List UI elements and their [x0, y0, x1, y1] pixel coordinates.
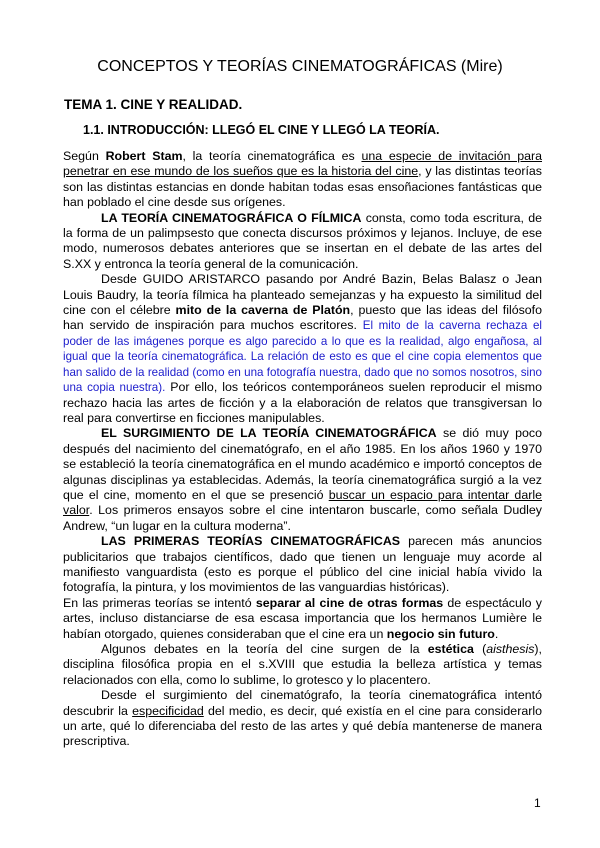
subsection-heading: 1.1. INTRODUCCIÓN: LLEGÓ EL CINE Y LLEGÓ LA TEORÍA.: [83, 123, 440, 137]
bold-text: EL SURGIMIENTO DE LA TEORÍA CINEMATOGRÁFICA: [101, 426, 437, 441]
blue-annotation-text: El mito de la caverna rechaza el poder de las imágenes porque es algo parecido a lo que es la realidad, algo engañosa, al igual que la teoría cinematográfica. La relación de esto es que el cine copia elementos que han salido de la realidad (como en una fotografía nuestra, dado que no somos nosotros, sino una copia nuestra).: [63, 319, 542, 395]
bold-text: separar al cine de otras formas: [255, 595, 444, 610]
bold-text: Robert Stam: [105, 149, 183, 163]
paragraph-stam: Según Robert Stam, la teoría cinematográfica es una especie de invitación para penetrar en ese mundo de los sueños que es la historia del cine, y las distintas teorías son las distintas estancias en donde habitan todas esas ensoñaciones fantásticas que han poblado el cine desde sus orígenes.: [63, 149, 542, 210]
paragraph-aristarco: Desde GUIDO ARISTARCO pasando por André Bazin, Belas Balasz o Jean Louis Baudry, la teoría fílmica ha planteado semejanzas y ha expuesto la similitud del cine con el célebre mito de la caverna de Platón, puesto que las ideas del filósofo han servido de inspiración para muchos escritores. El mito de la caverna rechaza el poder de las imágenes porque es algo parecido a lo que es la realidad, algo engañosa, al igual que la teoría cinematográfica. La relación de esto es que el cine copia elementos que han salido de la realidad (como en una fotografía nuestra, dado que no somos nosotros, sino una copia nuestra). Por ello, los teóricos contemporáneos suelen reproducir el mismo rechazo hacia las artes de ficción y a la elaboración de relatos que transgiversan lo real para convertirse en ficciones manipulables.: [63, 272, 543, 425]
bold-text: estética: [427, 642, 474, 656]
bold-text: LA TEORÍA CINEMATOGRÁFICA O FÍLMICA: [101, 210, 362, 225]
section-heading: TEMA 1. CINE Y REALIDAD.: [64, 97, 243, 112]
underlined-text: buscar un espacio para intentar darle valor: [63, 487, 542, 518]
paragraph-separar-cine: En las primeras teorías se intentó separar al cine de otras formas de espectáculo y artes, incluso distanciarse de esa escasa importancia que los hermanos Lumière le habían otorgado, quienes consideraban que el cine era un negocio sin futuro.: [63, 595, 542, 641]
document-body: [63, 149, 542, 750]
underlined-text: una especie de invitación para penetrar en ese mundo de los sueños que es la historia del cine: [63, 149, 542, 179]
bold-text: LAS PRIMERAS TEORÍAS CINEMATOGRÁFICAS: [101, 534, 401, 549]
paragraph-primeras-teorias: LAS PRIMERAS TEORÍAS CINEMATOGRÁFICAS parecen más anuncios publicitarios que trabajos científicos, dado que tienen un lenguaje muy acorde al manifiesto vanguardista (esto es porque el público del cine inicial había vivido la fotografía, la pintura, y los movimientos de las vanguardias históricas).: [63, 534, 542, 595]
document-title: CONCEPTOS Y TEORÍAS CINEMATOGRÁFICAS (Mire): [97, 58, 503, 75]
bold-text: mito de la caverna de Platón: [175, 303, 351, 318]
paragraph-surgimiento: EL SURGIMIENTO DE LA TEORÍA CINEMATOGRÁFICA se dió muy poco después del nacimiento del cinematógrafo, en el año 1985. En los años 1960 y 1970 se estableció la teoría cinematográfica en el mundo académico e importó conceptos de algunas disciplinas ya establecidas. Además, la teoría cinematográfica surgió a la vez que el cine, momento en el que se presenció buscar un espacio para intentar darle valor. Los primeros ensayos sobre el cine intentaron buscarle, como señala Dudley Andrew, “un lugar en la cultura moderna”.: [63, 426, 542, 533]
page-number: 1: [534, 796, 541, 810]
underlined-text: especificidad: [132, 703, 204, 718]
paragraph-teoria-filmica: LA TEORÍA CINEMATOGRÁFICA O FÍLMICA consta, como toda escritura, de la forma de un palimpsesto que conecta discursos próximos y lejanos. Incluye, de ese modo, numerosos debates anteriores que se insertan en el debate de las artes del S.XX y entronca la teoría general de la comunicación.: [63, 210, 542, 271]
paragraph-especificidad: Desde el surgimiento del cinematógrafo, la teoría cinematográfica intentó descubrir la especificidad del medio, es decir, qué existía en el cine para considerarlo un arte, qué lo diferenciaba del resto de las artes y qué debía mantenerse de manera prescriptiva.: [63, 688, 542, 749]
italic-text: aisthesis: [486, 642, 535, 656]
paragraph-estetica: Algunos debates en la teoría del cine surgen de la estética (aisthesis), disciplina filosófica propia en el s.XVIII que estudia la belleza artística y temas relacionados con ella, como lo sublime, lo grotesco y lo placentero.: [63, 642, 542, 687]
bold-text: negocio sin futuro: [386, 626, 495, 641]
